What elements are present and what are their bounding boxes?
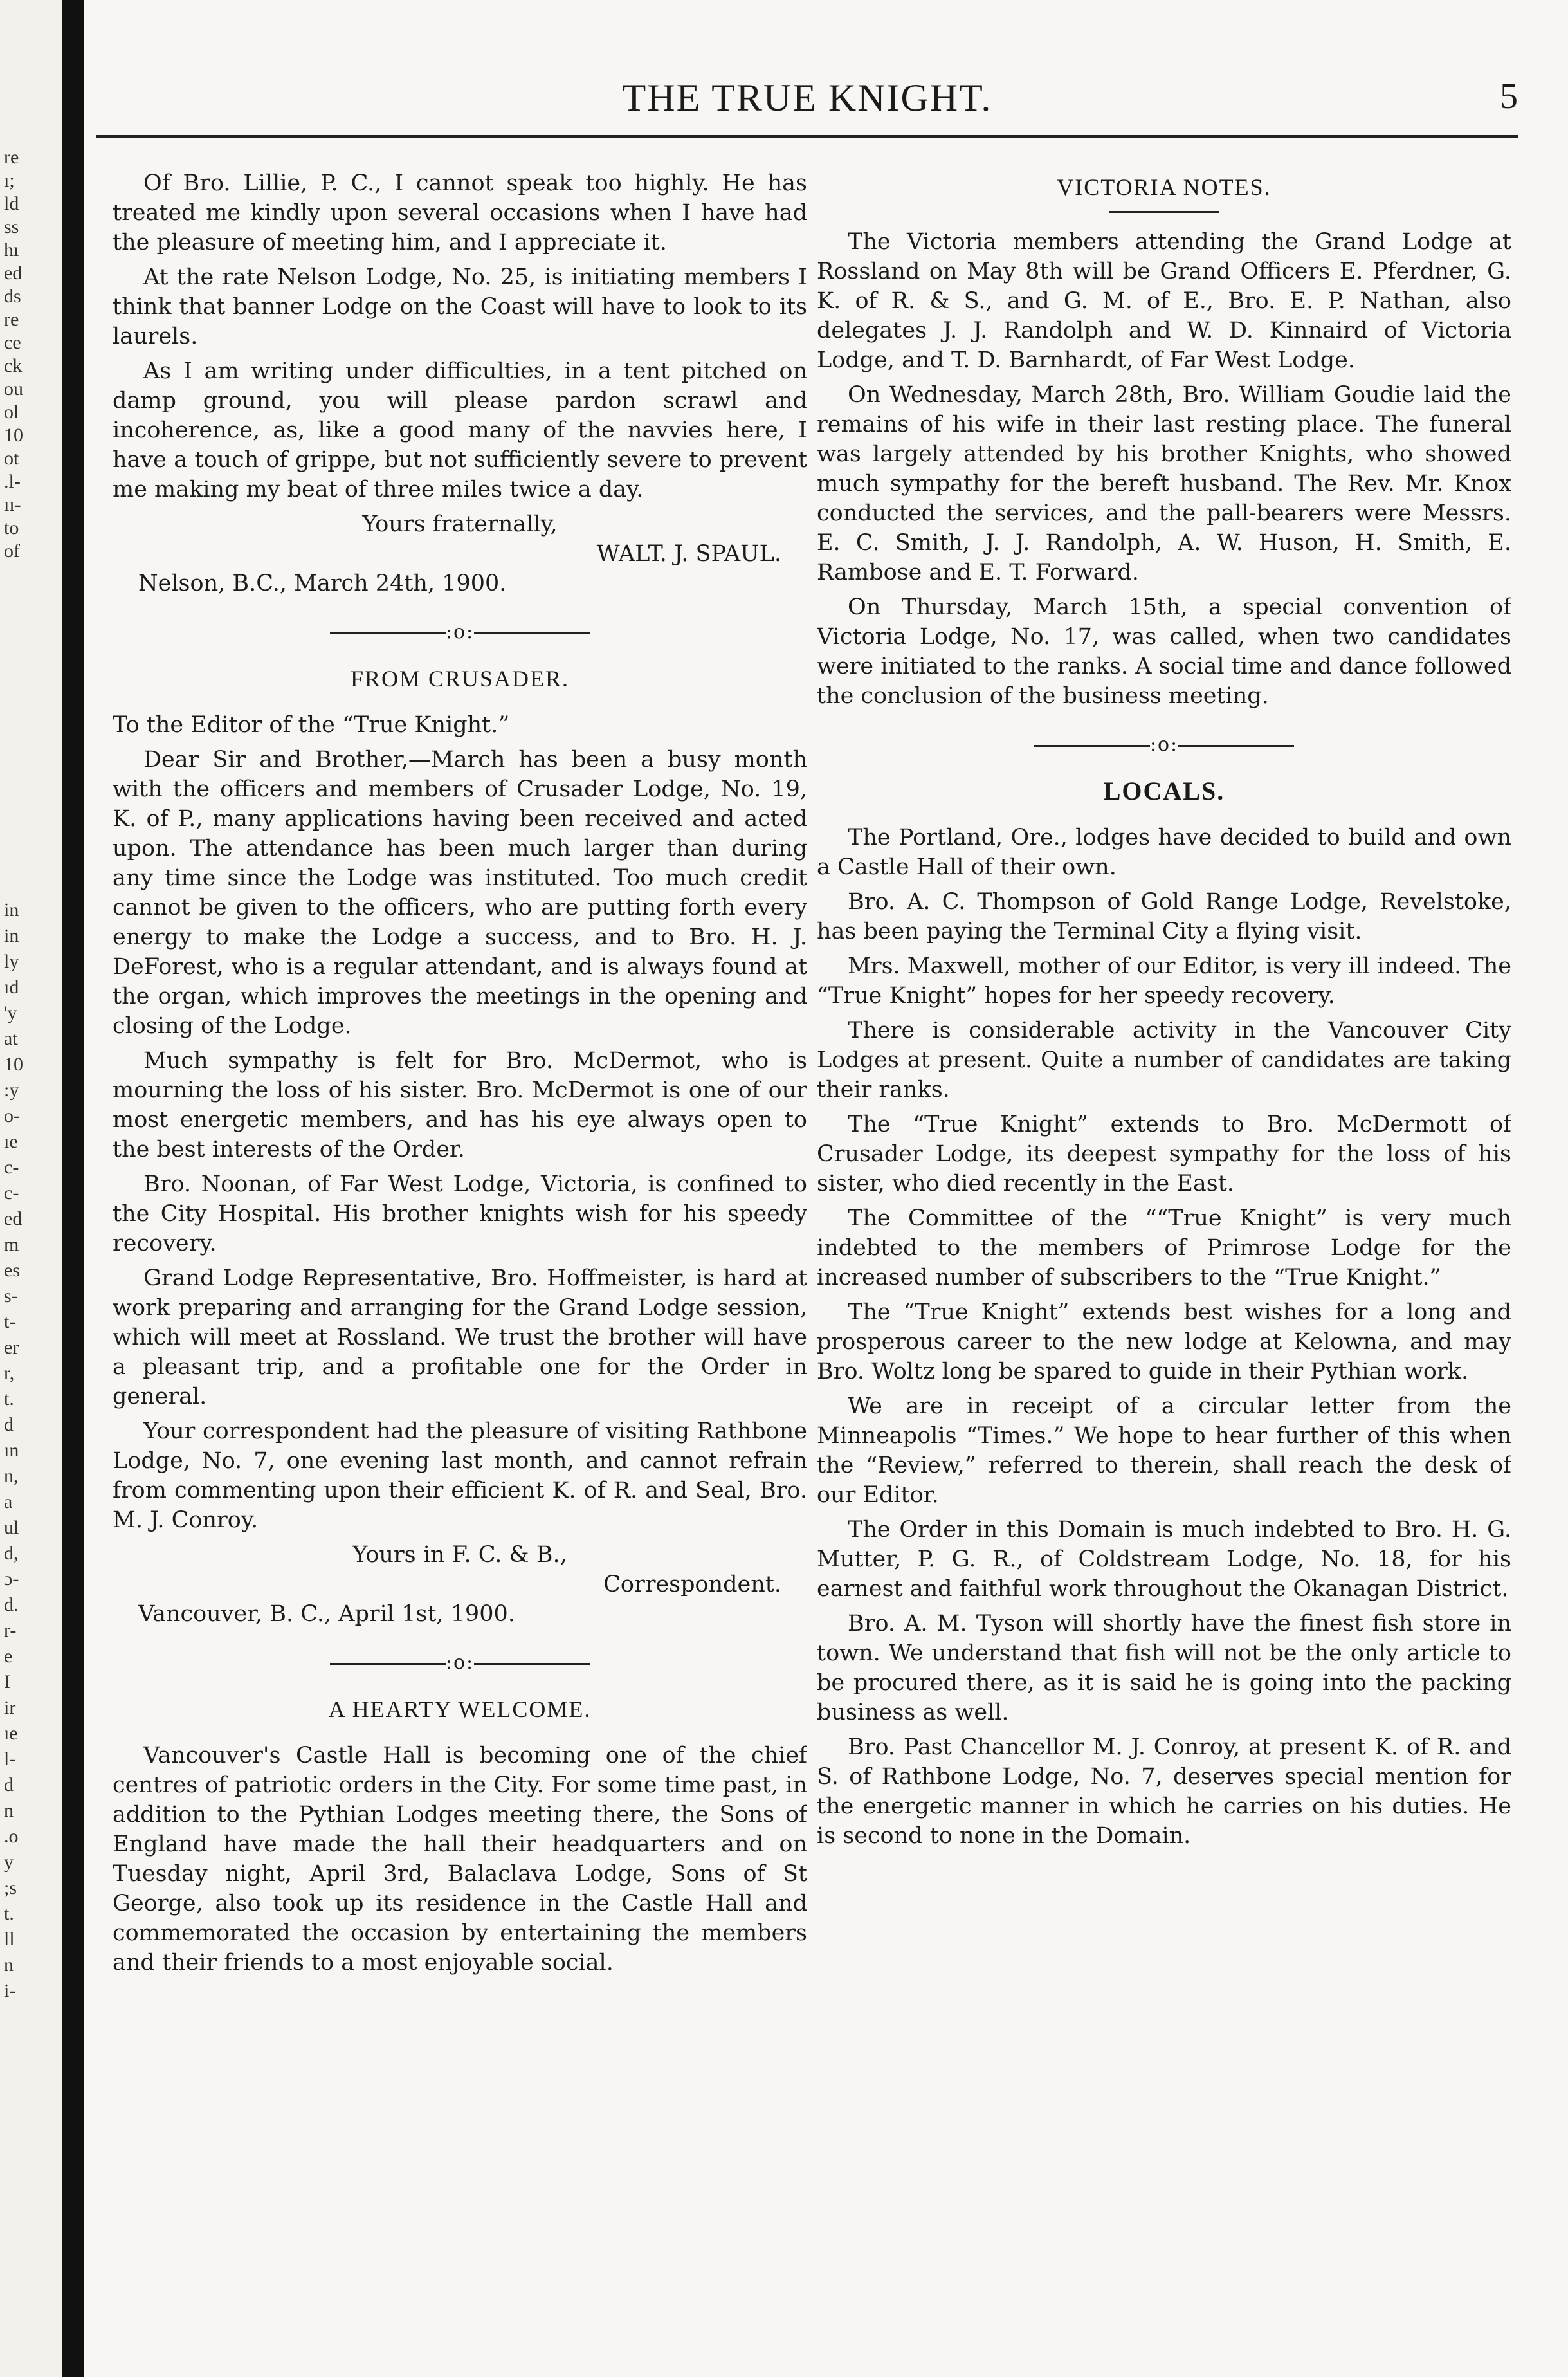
- section-divider: :o:: [113, 1648, 807, 1678]
- gutter-fragment: d,: [4, 1544, 19, 1563]
- paragraph: On Thursday, March 15th, a special convention of Victoria Lodge, No. 17, was called, when two candidates were initiated to the ranks. A social time and dance followed the conclusion of the business meeting.: [817, 594, 1511, 709]
- gutter-fragment: ıd: [4, 978, 19, 997]
- gutter-fragment: ce: [4, 333, 21, 353]
- gutter-fragment: i-: [4, 1981, 16, 2001]
- gutter-fragment: ou: [4, 380, 23, 399]
- section-divider: :o:: [817, 730, 1511, 760]
- gutter-fragment: of: [4, 542, 20, 561]
- letter-signature: WALT. J. SPAUL.: [596, 541, 781, 567]
- left-column: [113, 169, 807, 2343]
- paragraph: Much sympathy is felt for Bro. McDermot, who is mourning the loss of his sister. Bro. McDermot is one of our most energetic members, and has his eye always open to the best interests of the Order.: [113, 1048, 807, 1162]
- section-heading: FROM CRUSADER.: [350, 666, 570, 692]
- letter-signature: Correspondent.: [603, 1572, 781, 1597]
- gutter-fragment: ss: [4, 217, 19, 237]
- gutter-fragment: I: [4, 1673, 10, 1692]
- section-heading: A HEARTY WELCOME.: [328, 1696, 592, 1722]
- gutter-fragment: ds: [4, 287, 21, 306]
- hearty-welcome-article: [113, 1694, 807, 1978]
- gutter-fragment: .l-: [4, 472, 21, 491]
- heading-rule: [1109, 211, 1219, 213]
- list-item: The Committee of the ““True Knight” is very much indebted to the members of Primrose Lodge for the increased number of subscribers to the “True Knight.”: [817, 1206, 1511, 1290]
- locals-section: [817, 776, 1511, 1851]
- list-item: The “True Knight” extends to Bro. McDermott of Crusader Lodge, its deepest sympathy for the loss of his sister, who died recently in the East.: [817, 1112, 1511, 1197]
- gutter-fragment: 'y: [4, 1004, 17, 1023]
- gutter-fragment: d.: [4, 1595, 19, 1615]
- gutter-fragment: re: [4, 310, 19, 329]
- section-divider: :o:: [113, 618, 807, 647]
- gutter-fragment: ɔ-: [4, 1570, 19, 1589]
- letter-closing: Yours in F. C. & B.,: [352, 1542, 567, 1568]
- gutter-fragment: n: [4, 1801, 14, 1821]
- gutter-fragment: ed: [4, 264, 23, 283]
- paragraph: Vancouver's Castle Hall is becoming one of the chief centres of patriotic orders in the City. For some time past, in addition to the Pythian Lodges meeting there, the Sons of England have made the hall their headquarters and on Tuesday night, April 3rd, Balaclava Lodge, Sons of St George, also took up its residence in the Castle Hall and commemorated the occasion by entertaining the members and their friends to a most enjoyable social.: [113, 1743, 807, 1976]
- paragraph: Bro. Noonan, of Far West Lodge, Victoria, is confined to the City Hospital. His brother knights wish for his speedy recovery.: [113, 1171, 807, 1256]
- gutter-fragment: n,: [4, 1467, 19, 1486]
- gutter-fragment: in: [4, 926, 19, 946]
- gutter-fragment: ll: [4, 1930, 15, 1949]
- gutter-fragment: o-: [4, 1106, 20, 1126]
- paragraph: Dear Sir and Brother,—March has been a busy month with the officers and members of Crusader Lodge, No. 19, K. of P., many applications having been received and acted upon. The attendance has been much larger than during any time since the Lodge was instituted. Too much credit cannot be given to the officers, who are putting forth every energy to make the Lodge a success, and to Bro. H. J. DeForest, who is a regular attendant, and is always found at the organ, which improves the meetings in the opening and closing of the Lodge.: [113, 747, 807, 1039]
- dateline: Nelson, B.C., March 24th, 1900.: [138, 571, 507, 596]
- list-item: Mrs. Maxwell, mother of our Editor, is very ill indeed. The “True Knight” hopes for her speedy recovery.: [817, 953, 1511, 1009]
- gutter-fragment: ck: [4, 356, 23, 376]
- gutter-fragment: t.: [4, 1904, 14, 1923]
- gutter-fragment: e: [4, 1647, 13, 1666]
- binding-shadow: [62, 0, 84, 2377]
- gutter-fragment: er: [4, 1338, 19, 1357]
- dateline: Vancouver, B. C., April 1st, 1900.: [138, 1601, 515, 1627]
- paragraph: The Victoria members attending the Grand Lodge at Rossland on May 8th will be Grand Officers E. Pferdner, G. K. of R. & S., and G. M. of E., Bro. E. P. Nathan, also delegates J. J. Randolph and W. D. Kinnaird of Victoria Lodge, and T. D. Barnhardt, of Far West Lodge.: [817, 229, 1511, 373]
- gutter-fragment: d: [4, 1415, 14, 1435]
- paragraph: As I am writing under difficulties, in a tent pitched on damp ground, you will please pardon scrawl and incoherence, as, like a good many of the navvies here, I have a touch of grippe, but not sufficiently severe to prevent me making my beat of three miles twice a day.: [113, 358, 807, 502]
- header-rule: [96, 135, 1518, 138]
- list-item: Bro. A. M. Tyson will shortly have the finest fish store in town. We understand that fish will not be the only article to be procured there, as it is said he is going into the packing business as well.: [817, 1611, 1511, 1725]
- list-item: The Order in this Domain is much indebted to Bro. H. G. Mutter, P. G. R., of Coldstream Lodge, No. 18, for his earnest and faithful work throughout the Okanagan District.: [817, 1517, 1511, 1602]
- page-title: THE TRUE KNIGHT.: [622, 77, 992, 119]
- gutter-fragment: n: [4, 1956, 14, 1975]
- gutter-fragment: ot: [4, 449, 19, 468]
- gutter-fragment: r-: [4, 1621, 17, 1640]
- gutter-fragment: ld: [4, 194, 19, 214]
- gutter-fragment: c-: [4, 1158, 19, 1177]
- gutter-fragment: ol: [4, 403, 19, 422]
- gutter-fragment: ly: [4, 952, 19, 971]
- letter-closing: Yours fraternally,: [362, 511, 558, 537]
- gutter-fragment: d: [4, 1776, 14, 1795]
- gutter-fragment: ;s: [4, 1878, 17, 1898]
- gutter-fragment: ir: [4, 1698, 16, 1718]
- paragraph: Grand Lodge Representative, Bro. Hoffmeister, is hard at work preparing and arranging for the Grand Lodge session, which will meet at Rossland. We trust the brother will have a pleasant trip, and a profitable one for the Order in general.: [113, 1265, 807, 1409]
- gutter-fragment: ın: [4, 1441, 19, 1460]
- crusader-letter: [113, 664, 807, 1629]
- list-item: We are in receipt of a circular letter from the Minneapolis “Times.” We hope to hear further of this when the “Review,” referred to therein, shall reach the desk of our Editor.: [817, 1393, 1511, 1508]
- paragraph: On Wednesday, March 28th, Bro. William Goudie laid the remains of his wife in their last resting place. The funeral was largely attended by his brother Knights, who showed much sympathy for the bereft husband. The Rev. Mr. Knox conducted the services, and the pall-bearers were Messrs. E. C. Smith, J. J. Randolph, A. W. Huson, H. Smith, E. Rambose and E. T. Forward.: [817, 382, 1511, 585]
- list-item: Bro. A. C. Thompson of Gold Range Lodge, Revelstoke, has been paying the Terminal City a flying visit.: [817, 889, 1511, 944]
- spaul-letter: [113, 169, 807, 598]
- gutter-fragment: y: [4, 1853, 14, 1872]
- list-item: The Portland, Ore., lodges have decided to build and own a Castle Hall of their own.: [817, 825, 1511, 880]
- list-item: Bro. Past Chancellor M. J. Conroy, at present K. of R. and S. of Rathbone Lodge, No. 7, deserves special mention for the energetic manner in which he carries on his duties. He is second to none in the Domain.: [817, 1734, 1511, 1849]
- list-item: There is considerable activity in the Vancouver City Lodges at present. Quite a number of candidates are taking their ranks.: [817, 1018, 1511, 1103]
- gutter-fragment: t-: [4, 1312, 16, 1332]
- gutter-fragment: c-: [4, 1184, 19, 1203]
- gutter-fragment: to: [4, 519, 19, 538]
- victoria-notes: [817, 172, 1511, 711]
- gutter-fragment: in: [4, 901, 19, 920]
- page-header: [96, 76, 1518, 127]
- list-item: The “True Knight” extends best wishes for a long and prosperous career to the new lodge at Kelowna, and may Bro. Woltz long be spared to guide in their Pythian work.: [817, 1299, 1511, 1384]
- paragraph: Of Bro. Lillie, P. C., I cannot speak too highly. He has treated me kindly upon several occasions when I have had the pleasure of meeting him, and I appreciate it.: [113, 170, 807, 255]
- gutter-fragment: re: [4, 148, 19, 167]
- gutter-fragment: a: [4, 1492, 13, 1512]
- gutter-fragment: ed: [4, 1209, 23, 1229]
- gutter-fragment: t.: [4, 1390, 14, 1409]
- gutter-fragment: ul: [4, 1518, 19, 1537]
- page-number: 5: [1500, 77, 1518, 116]
- gutter-fragment: 10: [4, 426, 23, 445]
- gutter-fragment: ı;: [4, 171, 15, 190]
- salutation: To the Editor of the “True Knight.”: [113, 712, 510, 738]
- paragraph: Your correspondent had the pleasure of visiting Rathbone Lodge, No. 7, one evening last month, and cannot refrain from commenting upon their efficient K. of R. and Seal, Bro. M. J. Conroy.: [113, 1418, 807, 1533]
- gutter-fragment: 10: [4, 1055, 23, 1074]
- gutter-fragment: m: [4, 1235, 19, 1254]
- section-heading: VICTORIA NOTES.: [1057, 174, 1272, 200]
- gutter-fragment: hı: [4, 241, 19, 260]
- gutter-fragment: at: [4, 1029, 18, 1049]
- left-gutter: [0, 0, 62, 2377]
- gutter-fragment: ıı-: [4, 495, 21, 515]
- gutter-fragment: l-: [4, 1750, 16, 1769]
- gutter-fragment: es: [4, 1261, 20, 1280]
- gutter-fragment: s-: [4, 1287, 18, 1306]
- paragraph: At the rate Nelson Lodge, No. 25, is initiating members I think that banner Lodge on the Coast will have to look to its laurels.: [113, 264, 807, 349]
- gutter-fragment: :y: [4, 1081, 19, 1100]
- gutter-fragment: .o: [4, 1827, 19, 1846]
- gutter-fragment: ıe: [4, 1132, 18, 1152]
- right-column: [817, 169, 1511, 2343]
- section-heading: LOCALS.: [1103, 776, 1225, 805]
- gutter-fragment: ıe: [4, 1724, 18, 1743]
- gutter-fragment: r,: [4, 1364, 15, 1383]
